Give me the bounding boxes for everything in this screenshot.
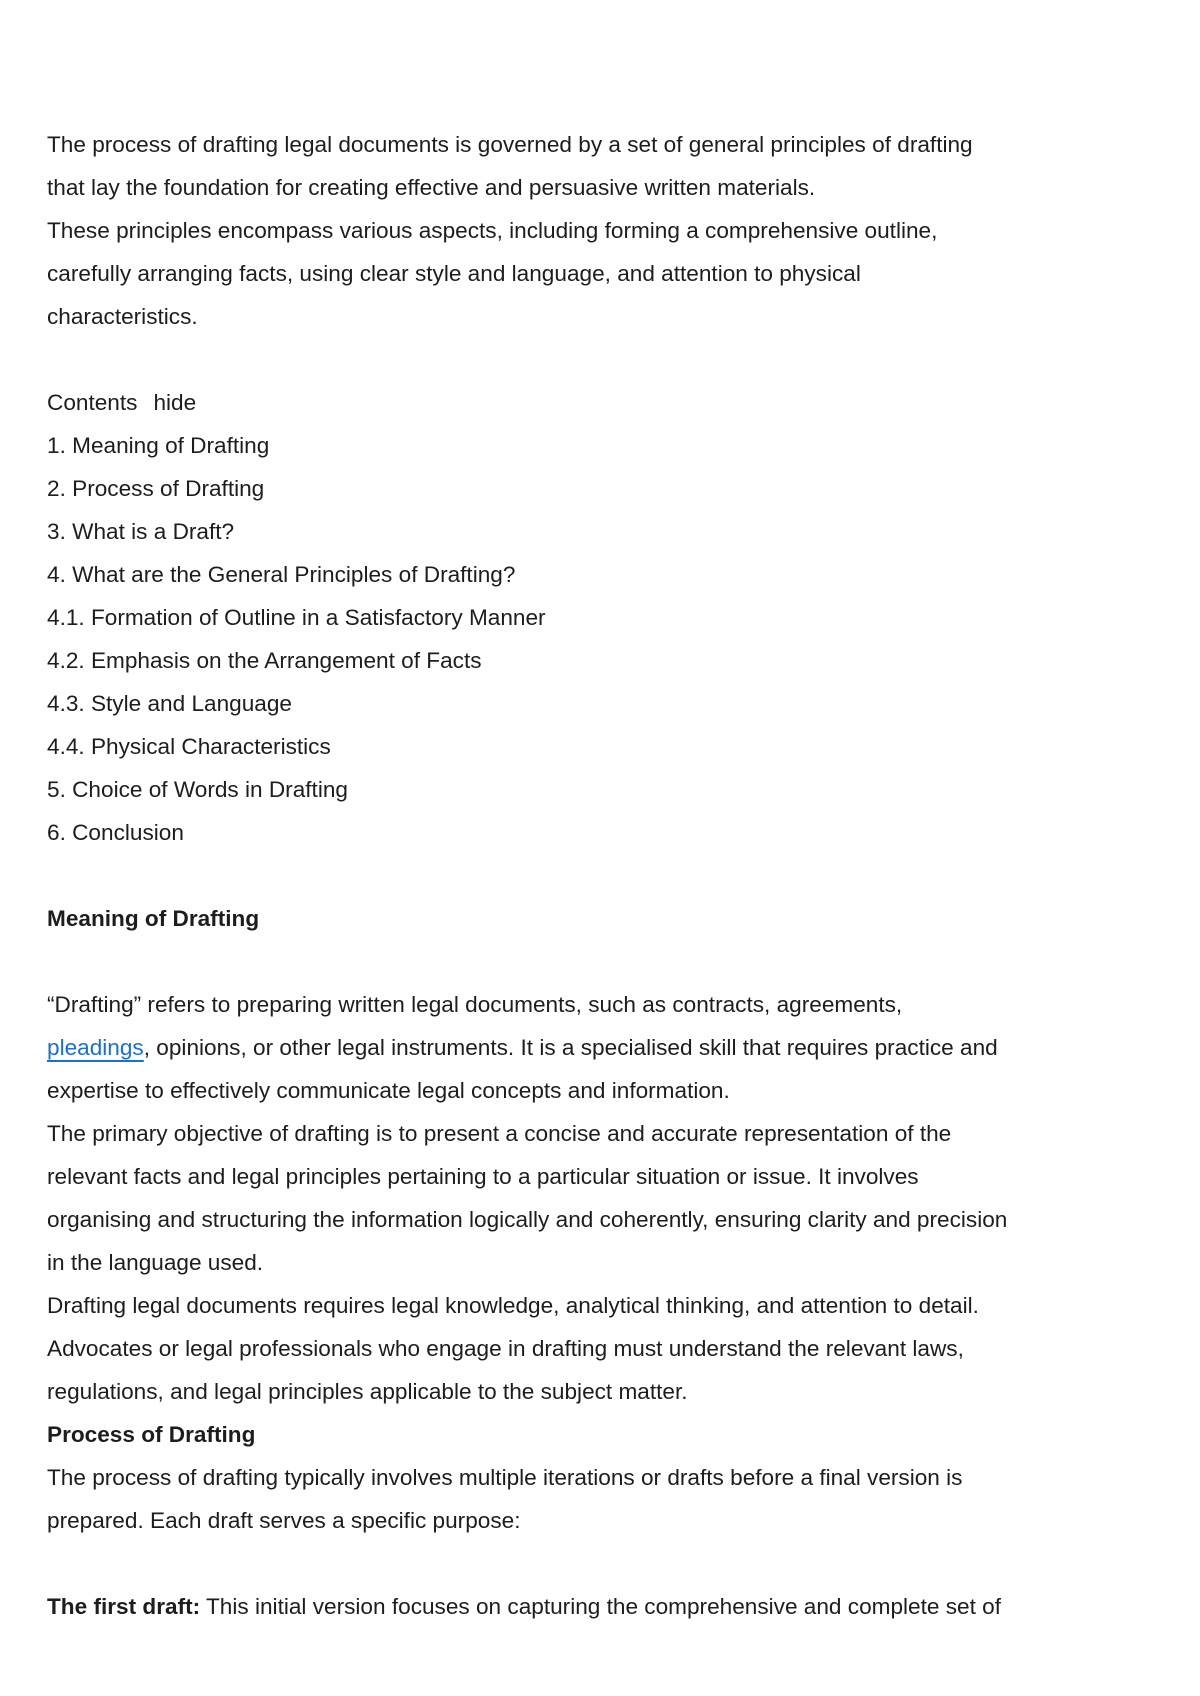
intro-line: These principles encompass various aspects, including forming a comprehensive outline, [47, 218, 938, 243]
meaning-line: Advocates or legal professionals who engage in drafting must understand the relevant laws, [47, 1336, 964, 1361]
toc-item-arrangement[interactable]: 4.2. Emphasis on the Arrangement of Facts [47, 648, 482, 673]
table-of-contents [47, 381, 1167, 854]
meaning-line: organising and structuring the information logically and coherently, ensuring clarity and precision [47, 1207, 1008, 1232]
first-draft-line [47, 1585, 1167, 1628]
toc-item-what-is-draft[interactable]: 3. What is a Draft? [47, 519, 235, 544]
toc-title: Contents [47, 390, 138, 415]
toc-item-conclusion[interactable]: 6. Conclusion [47, 820, 184, 845]
meaning-line: expertise to effectively communicate legal concepts and information. [47, 1078, 730, 1103]
toc-hide-toggle[interactable]: hide [153, 390, 197, 415]
toc-item-style[interactable]: 4.3. Style and Language [47, 691, 292, 716]
pleadings-link[interactable]: pleadings [47, 1035, 144, 1060]
first-draft-text: This initial version focuses on capturing the comprehensive and complete set of [200, 1594, 1001, 1619]
toc-header [47, 381, 1167, 424]
toc-item-process[interactable]: 2. Process of Drafting [47, 476, 265, 501]
meaning-line-with-link [47, 1026, 1167, 1069]
intro-paragraph [47, 123, 1167, 338]
spacer [47, 854, 1167, 897]
meaning-line-rest: , opinions, or other legal instruments. It is a specialised skill that requires practice and [143, 1035, 998, 1060]
toc-item-meaning[interactable]: 1. Meaning of Drafting [47, 433, 270, 458]
spacer [47, 338, 1167, 381]
meaning-line: regulations, and legal principles applicable to the subject matter. [47, 1379, 688, 1404]
section-heading-meaning: Meaning of Drafting [47, 906, 260, 931]
meaning-line: Drafting legal documents requires legal knowledge, analytical thinking, and attention to detail. [47, 1293, 979, 1318]
process-line: The process of drafting typically involves multiple iterations or drafts before a final version is [47, 1465, 963, 1490]
meaning-line: “Drafting” refers to preparing written legal documents, such as contracts, agreements, [47, 992, 903, 1017]
first-draft-label: The first draft: [47, 1594, 201, 1619]
document-page [47, 123, 1167, 1628]
process-paragraph [47, 1456, 1167, 1542]
toc-item-words[interactable]: 5. Choice of Words in Drafting [47, 777, 348, 802]
process-line: prepared. Each draft serves a specific purpose: [47, 1508, 521, 1533]
intro-line: carefully arranging facts, using clear style and language, and attention to physical [47, 261, 861, 286]
meaning-line: in the language used. [47, 1250, 264, 1275]
meaning-line: relevant facts and legal principles pertaining to a particular situation or issue. It involves [47, 1164, 919, 1189]
intro-line: characteristics. [47, 304, 198, 329]
toc-item-physical[interactable]: 4.4. Physical Characteristics [47, 734, 331, 759]
spacer [47, 1542, 1167, 1585]
meaning-line: The primary objective of drafting is to present a concise and accurate representation of the [47, 1121, 952, 1146]
intro-line: The process of drafting legal documents is governed by a set of general principles of drafting [47, 132, 973, 157]
section-heading-process: Process of Drafting [47, 1422, 256, 1447]
toc-item-outline[interactable]: 4.1. Formation of Outline in a Satisfactory Manner [47, 605, 546, 630]
toc-item-general-principles[interactable]: 4. What are the General Principles of Drafting? [47, 562, 516, 587]
intro-line: that lay the foundation for creating effective and persuasive written materials. [47, 175, 816, 200]
meaning-paragraph [47, 983, 1167, 1413]
spacer [47, 940, 1167, 983]
